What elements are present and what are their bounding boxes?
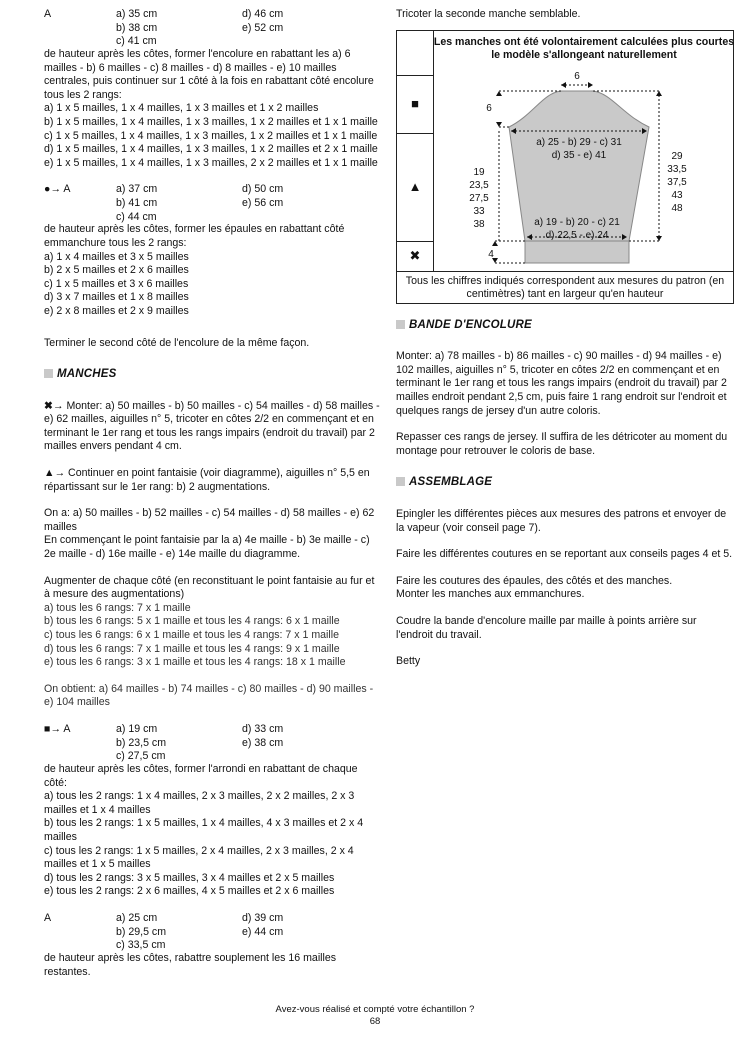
- size-a: a) 19 cm: [116, 722, 158, 735]
- list-item: d) tous les 2 rangs: 3 x 5 mailles, 3 x 4 mailles et 2 x 5 mailles: [44, 871, 335, 884]
- size-b: b) 41 cm: [116, 196, 158, 209]
- size-block-4: [44, 912, 380, 952]
- size-c: c) 27,5 cm: [116, 750, 166, 763]
- diagram-title: Les manches ont été volontairement calculées plus courtes le modèle s'allongeant naturellement: [433, 36, 735, 61]
- top-width-label: 6: [574, 71, 580, 82]
- left-height-label: 38: [473, 219, 485, 230]
- strip-blank-cell: [397, 31, 433, 76]
- size-b: b) 38 cm: [116, 21, 158, 34]
- list-item: c) tous les 6 rangs: 6 x 1 maille et tous les 4 rangs: 7 x 1 maille: [44, 629, 339, 641]
- left-column: [44, 8, 380, 979]
- size-d: d) 39 cm: [242, 911, 284, 924]
- list-item: a) 1 x 4 mailles et 3 x 5 mailles: [44, 250, 189, 263]
- shoulder-list: [44, 251, 380, 319]
- upper-width-label-2: d) 35 - e) 41: [551, 150, 607, 161]
- right-height-label: 48: [671, 203, 683, 214]
- sleeve-pattern: ▲→ Continuer en point fantaisie (voir diagramme), aiguilles n° 5,5 en répartissant sur le 1er rang: b) 2 augmentations.: [44, 467, 370, 493]
- size-c: c) 41 cm: [116, 35, 157, 48]
- bind-off-instructions: de hauteur après les côtes, rabattre souplement les 16 mailles restantes.: [44, 951, 337, 978]
- assembly-pin: Epingler les différentes pièces aux mesures des patrons et envoyer de la vapeur (voir conseil page 7).: [396, 507, 727, 534]
- neckline-instructions: de hauteur après les côtes, former l'encolure en rabattant les a) 6 mailles - b) 6 mailles - c) 8 mailles - d) 8 mailles - e) 10 mailles centrales, puis continuer sur 1 côté à la fois en rabattant côté encolure tous les 2 rangs:: [44, 48, 374, 101]
- list-item: d) 3 x 7 mailles et 1 x 8 mailles: [44, 291, 189, 304]
- cap-instructions: de hauteur après les côtes, former l'arrondi en rabattant de chaque côté:: [44, 762, 358, 789]
- neckline-list: [44, 102, 380, 170]
- cap-height-label: 6: [486, 103, 492, 114]
- sleeve-increase: Augmenter de chaque côté (en reconstituant le point fantaisie au fur et à mesure des augmentations): [44, 574, 375, 601]
- size-e: e) 56 cm: [242, 196, 284, 209]
- sleeve-stitch-count: On a: a) 50 mailles - b) 52 mailles - c) 54 mailles - d) 58 mailles - e) 62 mailles: [44, 507, 375, 533]
- triangle-arrow-icon: ▲→: [44, 467, 66, 480]
- increase-list: [44, 602, 380, 670]
- triangle-icon: ▲: [397, 133, 433, 242]
- list-item: c) 1 x 5 mailles et 3 x 6 mailles: [44, 277, 189, 290]
- list-item: c) tous les 2 rangs: 1 x 5 mailles, 2 x 4 mailles, 2 x 3 mailles, 2 x 4 mailles et 1 x 5 mailles: [44, 844, 354, 871]
- diagram-caption: Tous les chiffres indiqués correspondent aux mesures du patron (en centimètres) tant en largeur qu'en hauteur: [397, 271, 733, 301]
- rib-height-label: 4: [488, 249, 494, 260]
- page-number: 68: [369, 1016, 381, 1027]
- size-block-2: [44, 183, 380, 223]
- list-item: b) tous les 2 rangs: 1 x 5 mailles, 1 x 4 mailles, 4 x 3 mailles et 2 x 4 mailles: [44, 817, 364, 843]
- size-e: e) 38 cm: [242, 736, 284, 749]
- signature: Betty: [396, 655, 421, 668]
- list-item: e) 1 x 5 mailles, 1 x 4 mailles, 1 x 3 mailles, 2 x 2 mailles et 1 x 1 maille: [44, 156, 378, 169]
- list-item: e) tous les 2 rangs: 2 x 6 mailles, 4 x 5 mailles et 2 x 6 mailles: [44, 885, 335, 898]
- sleeve-rib: [525, 241, 629, 263]
- size-label: A: [44, 8, 52, 20]
- sleeve-pattern-start: En commençant le point fantaisie par la a) 4e maille - b) 3e maille - c) 2e maille - d) 16e maille - e) 14e maille du diagramme.: [44, 534, 370, 561]
- list-item: d) tous les 6 rangs: 7 x 1 maille et tous les 4 rangs: 9 x 1 maille: [44, 642, 340, 655]
- sleeve-result: On obtient: a) 64 mailles - b) 74 mailles - c) 80 mailles - d) 90 mailles - e) 104 mailles: [44, 682, 374, 709]
- sleeve-shape: [433, 31, 733, 271]
- second-sleeve-note: Tricoter la seconde manche semblable.: [396, 8, 581, 20]
- size-a: a) 37 cm: [116, 183, 158, 196]
- sleeve-cast-on: ✖→ Monter: a) 50 mailles - b) 50 mailles - c) 54 mailles - d) 58 mailles - e) 62 mailles, aiguilles n° 5, tricoter en côtes 2/2 en commençant et en terminant le 1er rang et tous les rangs impairs (endroit du travail) par 2 mailles envers pendant 4 cm.: [44, 399, 380, 453]
- size-c: c) 33,5 cm: [116, 939, 166, 952]
- left-height-label: 27,5: [469, 193, 489, 204]
- right-height-label: 37,5: [667, 177, 687, 188]
- list-item: c) 1 x 5 mailles, 1 x 4 mailles, 1 x 3 mailles, 1 x 2 mailles et 1 x 1 maille: [44, 129, 378, 142]
- size-b: b) 23,5 cm: [116, 736, 167, 749]
- size-label: A: [44, 911, 52, 924]
- right-height-label: 43: [671, 190, 683, 201]
- neckband-press: Repasser ces rangs de jersey. Il suffira de les détricoter au moment du montage pour retrouver le coloris de base.: [396, 431, 728, 457]
- cap-list: [44, 790, 380, 899]
- list-item: a) 1 x 5 mailles, 1 x 4 mailles, 1 x 3 mailles et 1 x 2 mailles: [44, 102, 319, 115]
- left-height-label: 33: [473, 206, 485, 217]
- assembly-seams: Faire les différentes coutures en se reportant aux conseils pages 4 et 5.: [396, 548, 733, 561]
- size-d: d) 33 cm: [242, 722, 284, 735]
- neckband-cast-on: Monter: a) 78 mailles - b) 86 mailles - c) 90 mailles - d) 94 mailles - e) 102 mailles, aiguilles n° 5, tricoter en côtes 2/2 en commençant et en terminant le 1er rang et tous les rangs impairs (endroit du travail) par 2 mailles endroit pendant 2,5 cm, puis faire 1 rang endroit sur l'endroit et quelques rangs de jersey d'un autre coloris.: [396, 350, 727, 417]
- size-a: a) 25 cm: [116, 911, 158, 924]
- list-item: a) tous les 6 rangs: 7 x 1 maille: [44, 601, 191, 614]
- size-label: ■→ A: [44, 722, 71, 735]
- assembly-sleeves: Monter les manches aux emmanchures.: [396, 588, 585, 601]
- left-height-label: 19: [473, 167, 485, 178]
- size-e: e) 52 cm: [242, 21, 284, 34]
- square-icon: ■: [397, 75, 433, 134]
- size-block-1: [44, 8, 380, 48]
- size-b: b) 29,5 cm: [116, 925, 167, 938]
- heading-square-icon: [396, 477, 405, 486]
- list-item: b) 1 x 5 mailles, 1 x 4 mailles, 1 x 3 mailles, 1 x 2 mailles et 1 x 1 maille: [44, 115, 378, 128]
- size-e: e) 44 cm: [242, 925, 284, 938]
- heading-square-icon: [396, 320, 405, 329]
- right-height-label: 33,5: [667, 164, 687, 175]
- assembly-neckband: Coudre la bande d'encolure maille par maille à points arrière sur l'endroit du travail.: [396, 614, 697, 641]
- right-height-label: 29: [671, 151, 683, 162]
- left-height-label: 23,5: [469, 180, 489, 191]
- list-item: d) 1 x 5 mailles, 1 x 4 mailles, 1 x 3 mailles, 1 x 2 mailles et 2 x 1 maille: [44, 143, 378, 156]
- diagram-symbol-strip: [397, 31, 434, 271]
- shoulder-instructions: de hauteur après les côtes, former les épaules en rabattant côté emmanchure tous les 2 rangs:: [44, 223, 345, 249]
- cross-arrow-icon: ✖→: [44, 399, 64, 412]
- list-item: e) tous les 6 rangs: 3 x 1 maille et tous les 4 rangs: 18 x 1 maille: [44, 656, 346, 669]
- section-heading-bande-encolure: BANDE D'ENCOLURE: [396, 319, 734, 333]
- cross-icon: ✖: [409, 248, 421, 264]
- list-item: b) tous les 6 rangs: 5 x 1 maille et tous les 4 rangs: 6 x 1 maille: [44, 615, 340, 628]
- size-label: ●→ A: [44, 183, 71, 196]
- list-item: a) tous les 2 rangs: 1 x 4 mailles, 2 x 3 mailles, 2 x 2 mailles, 2 x 3 mailles et 1 x 4 mailles: [44, 790, 355, 816]
- section-heading-manches: MANCHES: [44, 368, 380, 382]
- footer-question: Avez-vous réalisé et compté votre échantillon ?: [275, 1004, 475, 1015]
- lower-width-label-2: d) 22,5 - e) 24: [545, 230, 609, 241]
- size-c: c) 44 cm: [116, 210, 157, 223]
- page-footer: [0, 1004, 750, 1028]
- size-block-3: [44, 723, 380, 763]
- heading-square-icon: [44, 369, 53, 378]
- list-item: b) 2 x 5 mailles et 2 x 6 mailles: [44, 264, 189, 277]
- section-heading-assemblage: ASSEMBLAGE: [396, 476, 734, 490]
- assembly-shoulders: Faire les coutures des épaules, des côtés et des manches.: [396, 574, 673, 587]
- list-item: e) 2 x 8 mailles et 2 x 9 mailles: [44, 304, 189, 317]
- size-a: a) 35 cm: [116, 8, 158, 20]
- finish-neckline: Terminer le second côté de l'encolure de la même façon.: [44, 336, 310, 349]
- size-d: d) 50 cm: [242, 183, 284, 196]
- sleeve-diagram: [396, 30, 734, 304]
- size-d: d) 46 cm: [242, 8, 284, 20]
- lower-width-label-1: a) 19 - b) 20 - c) 21: [534, 217, 620, 228]
- upper-width-label-1: a) 25 - b) 29 - c) 31: [536, 137, 622, 148]
